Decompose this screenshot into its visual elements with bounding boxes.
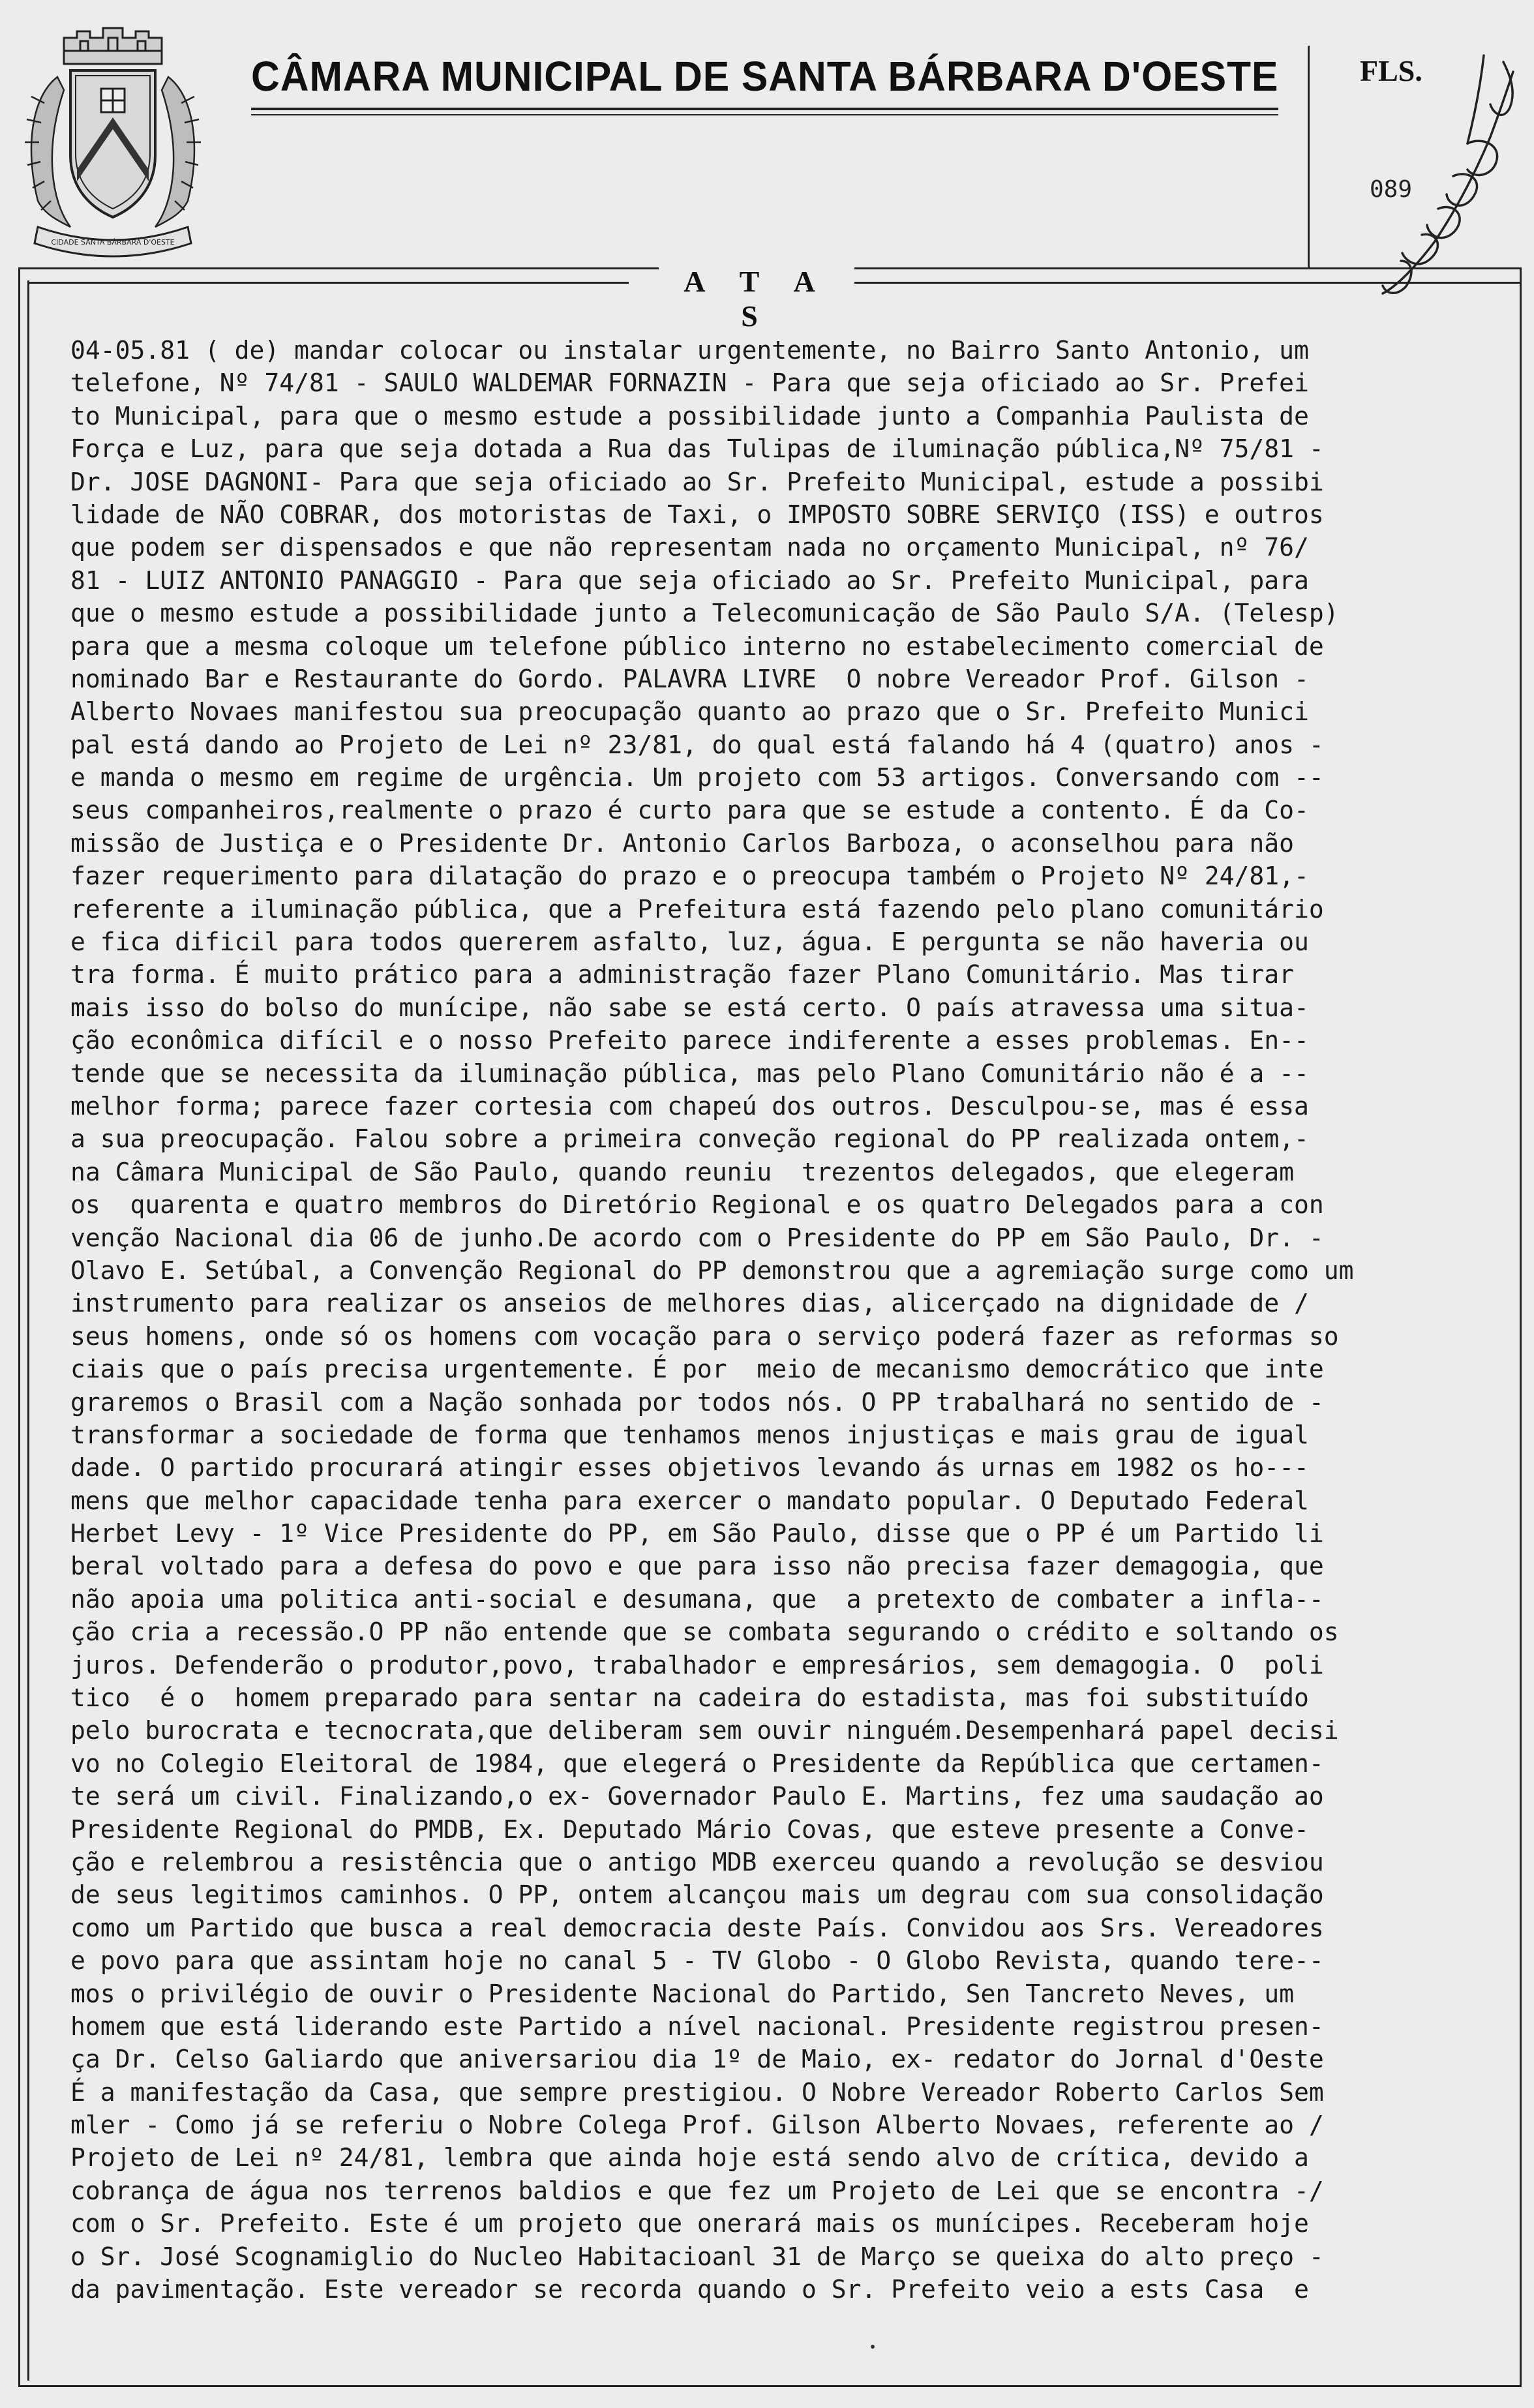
text-line: ção econômica difícil e o nosso Prefeito parece indiferente a esses problemas. En--	[70, 1026, 1309, 1055]
text-line: Olavo E. Setúbal, a Convenção Regional do PP demonstrou que a agremiação surge como um	[70, 1256, 1354, 1285]
text-line: Dr. JOSE DAGNONI- Para que seja oficiado ao Sr. Prefeito Municipal, estude a possibi	[70, 467, 1324, 496]
text-line: fazer requerimento para dilatação do prazo e o preocupa também o Projeto Nº 24/81,-	[70, 862, 1309, 891]
section-rule-right	[848, 282, 1520, 284]
text-line: transformar a sociedade de forma que tenhamos menos injustiças e mais grau de igual	[70, 1420, 1309, 1449]
text-line: e povo para que assintam hoje no canal 5 - TV Globo - O Globo Revista, quando tere--	[70, 1946, 1324, 1976]
section-title: A T A S	[684, 265, 830, 333]
section-rule-left	[29, 282, 629, 284]
text-line: to Municipal, para que o mesmo estude a possibilidade junto a Companhia Paulista de	[70, 401, 1309, 430]
text-line: instrumento para realizar os anseios de melhores dias, alicerçado na dignidade de /	[70, 1289, 1309, 1318]
text-line: na Câmara Municipal de São Paulo, quando reuniu trezentos delegados, que elegeram	[70, 1157, 1294, 1186]
text-line: mens que melhor capacidade tenha para exercer o mandato popular. O Deputado Federal	[70, 1486, 1309, 1515]
text-line: É a manifestação da Casa, que sempre prestigiou. O Nobre Vereador Roberto Carlos Sem	[70, 2077, 1324, 2107]
text-line: ção e relembrou a resistência que o antigo MDB exerceu quando a revolução se desviou	[70, 1847, 1324, 1876]
text-line: para que a mesma coloque um telefone público interno no estabelecimento comercial de	[70, 631, 1324, 661]
fls-label: FLS.	[1360, 54, 1422, 87]
text-line: tra forma. É muito prático para a administração fazer Plano Comunitário. Mas tirar	[70, 960, 1294, 989]
text-line: melhor forma; parece fazer cortesia com chapeú dos outros. Desculpou-se, mas é essa	[70, 1091, 1309, 1121]
text-line: Alberto Novaes manifestou sua preocupação quanto ao prazo que o Sr. Prefeito Munici	[70, 697, 1309, 727]
text-line: cobrança de água nos terrenos baldios e que fez um Projeto de Lei que se encontra -/	[70, 2176, 1324, 2205]
text-line: beral voltado para a defesa do povo e que para isso não precisa fazer demagogia, que	[70, 1552, 1324, 1581]
text-line: mler - Como já se referiu o Nobre Colega Prof. Gilson Alberto Novaes, referente ao /	[70, 2111, 1324, 2140]
text-line: tende que se necessita da iluminação pública, mas pelo Plano Comunitário não é a --	[70, 1059, 1309, 1088]
text-line: Força e Luz, para que seja dotada a Rua das Tulipas de iluminação pública,Nº 75/81 -	[70, 434, 1324, 464]
text-line: pal está dando ao Projeto de Lei nº 23/81, do qual está falando há 4 (quatro) anos -	[70, 730, 1324, 759]
text-line: seus homens, onde só os homens com vocação para o serviço poderá fazer as reformas so	[70, 1321, 1339, 1351]
text-line: 04-05.81 ( de) mandar colocar ou instalar urgentemente, no Bairro Santo Antonio, um	[70, 336, 1309, 365]
text-line: não apoia uma politica anti-social e desumana, que a pretexto de combater a infla--	[70, 1584, 1324, 1614]
text-line: ça Dr. Celso Galiardo que aniversariou dia 1º de Maio, ex- redator do Jornal d'Oeste	[70, 2045, 1324, 2074]
text-line: te será um civil. Finalizando,o ex- Governador Paulo E. Martins, fez uma saudação ao	[70, 1782, 1324, 1811]
page-number: 089	[1370, 176, 1413, 203]
page-title: CÂMARA MUNICIPAL DE SANTA BÁRBARA D'OESTE	[251, 53, 1279, 100]
text-line: missão de Justiça e o Presidente Dr. Antonio Carlos Barboza, o aconselhou para não	[70, 828, 1294, 858]
text-line: juros. Defenderão o produtor,povo, trabalhador e empresários, sem demagogia. O poli	[70, 1650, 1324, 1679]
section-heading	[659, 264, 854, 333]
header-rule	[251, 108, 1278, 110]
text-line: mais isso do bolso do munícipe, não sabe se está certo. O país atravessa uma situa-	[70, 993, 1309, 1022]
text-line: que podem ser dispensados e que não representam nada no orçamento Municipal, nº 76/	[70, 533, 1309, 562]
text-line: a sua preocupação. Falou sobre a primeira conveção regional do PP realizada ontem,-	[70, 1124, 1309, 1154]
text-line: dade. O partido procurará atingir esses objetivos levando ás urnas em 1982 os ho---	[70, 1453, 1309, 1482]
text-line: seus companheiros,realmente o prazo é curto para que se estude a contento. É da Co-	[70, 796, 1309, 825]
header-divider	[1308, 46, 1310, 267]
text-line: com o Sr. Prefeito. Este é um projeto que onerará mais os munícipes. Receberam hoje	[70, 2209, 1309, 2238]
text-line: os quarenta e quatro membros do Diretório Regional e os quatro Delegados para a con	[70, 1190, 1324, 1220]
text-line: 81 - LUIZ ANTONIO PANAGGIO - Para que seja oficiado ao Sr. Prefeito Municipal, para	[70, 565, 1309, 595]
text-line: da pavimentação. Este vereador se recorda quando o Sr. Prefeito veio a ests Casa e	[70, 2275, 1309, 2304]
text-line: ção cria a recessão.O PP não entende que se combata segurando o crédito e soltando os	[70, 1618, 1339, 1647]
text-line: mos o privilégio de ouvir o Presidente Nacional do Partido, Sen Tancreto Neves, um	[70, 1979, 1294, 2008]
text-line: homem que está liderando este Partido a nível nacional. Presidente registrou presen-	[70, 2011, 1324, 2041]
text-line: como um Partido que busca a real democracia deste País. Convidou aos Srs. Vereadores	[70, 1913, 1324, 1942]
text-line: de seus legitimos caminhos. O PP, ontem alcançou mais um degrau com sua consolidação	[70, 1880, 1324, 1910]
municipal-crest-icon	[25, 18, 201, 260]
crest-banner-text: CIDADE SANTA BÁRBARA D'OESTE	[51, 238, 175, 247]
text-line: tico é o homem preparado para sentar na cadeira do estadista, mas foi substituído	[70, 1683, 1309, 1713]
text-line: Herbet Levy - 1º Vice Presidente do PP, em São Paulo, disse que o PP é um Partido li	[70, 1519, 1324, 1548]
text-line: pelo burocrata e tecnocrata,que deliberam sem ouvir ninguém.Desempenhará papel decisi	[70, 1716, 1339, 1745]
text-line: vo no Colegio Eleitoral de 1984, que elegerá o Presidente da República que certamen-	[70, 1749, 1324, 1778]
minutes-body	[70, 334, 1453, 2306]
text-line: referente a iluminação pública, que a Prefeitura está fazendo pelo plano comunitário	[70, 894, 1324, 924]
text-line: ciais que o país precisa urgentemente. É por meio de mecanismo democrático que inte	[70, 1355, 1324, 1384]
text-line: e manda o mesmo em regime de urgência. Um projeto com 53 artigos. Conversando com --	[70, 763, 1324, 792]
text-line: telefone, Nº 74/81 - SAULO WALDEMAR FORNAZIN - Para que seja oficiado ao Sr. Prefei	[70, 369, 1309, 398]
text-line: lidade de NÃO COBRAR, dos motoristas de Taxi, o IMPOSTO SOBRE SERVIÇO (ISS) e outros	[70, 500, 1324, 529]
text-line: nominado Bar e Restaurante do Gordo. PALAVRA LIVRE O nobre Vereador Prof. Gilson -	[70, 664, 1309, 693]
text-line: Presidente Regional do PMDB, Ex. Deputado Mário Covas, que esteve presente a Conve-	[70, 1814, 1309, 1844]
text-line: venção Nacional dia 06 de junho.De acordo com o Presidente do PP em São Paulo, Dr. -	[70, 1223, 1324, 1252]
text-line: que o mesmo estude a possibilidade junto a Telecomunicação de São Paulo S/A. (Telesp)	[70, 599, 1339, 628]
text-line: Projeto de Lei nº 24/81, lembra que ainda hoje está sendo alvo de crítica, devido a	[70, 2143, 1309, 2173]
text-line: graremos o Brasil com a Nação sonhada por todos nós. O PP trabalhará no sentido de -	[70, 1387, 1324, 1417]
header-rule-thin	[251, 114, 1278, 115]
text-line: e fica dificil para todos quererem asfalto, luz, água. E pergunta se não haveria ou	[70, 927, 1309, 957]
margin-dot	[871, 2345, 875, 2349]
text-line: o Sr. José Scognamiglio do Nucleo Habitacioanl 31 de Março se queixa do alto preço -	[70, 2242, 1324, 2271]
